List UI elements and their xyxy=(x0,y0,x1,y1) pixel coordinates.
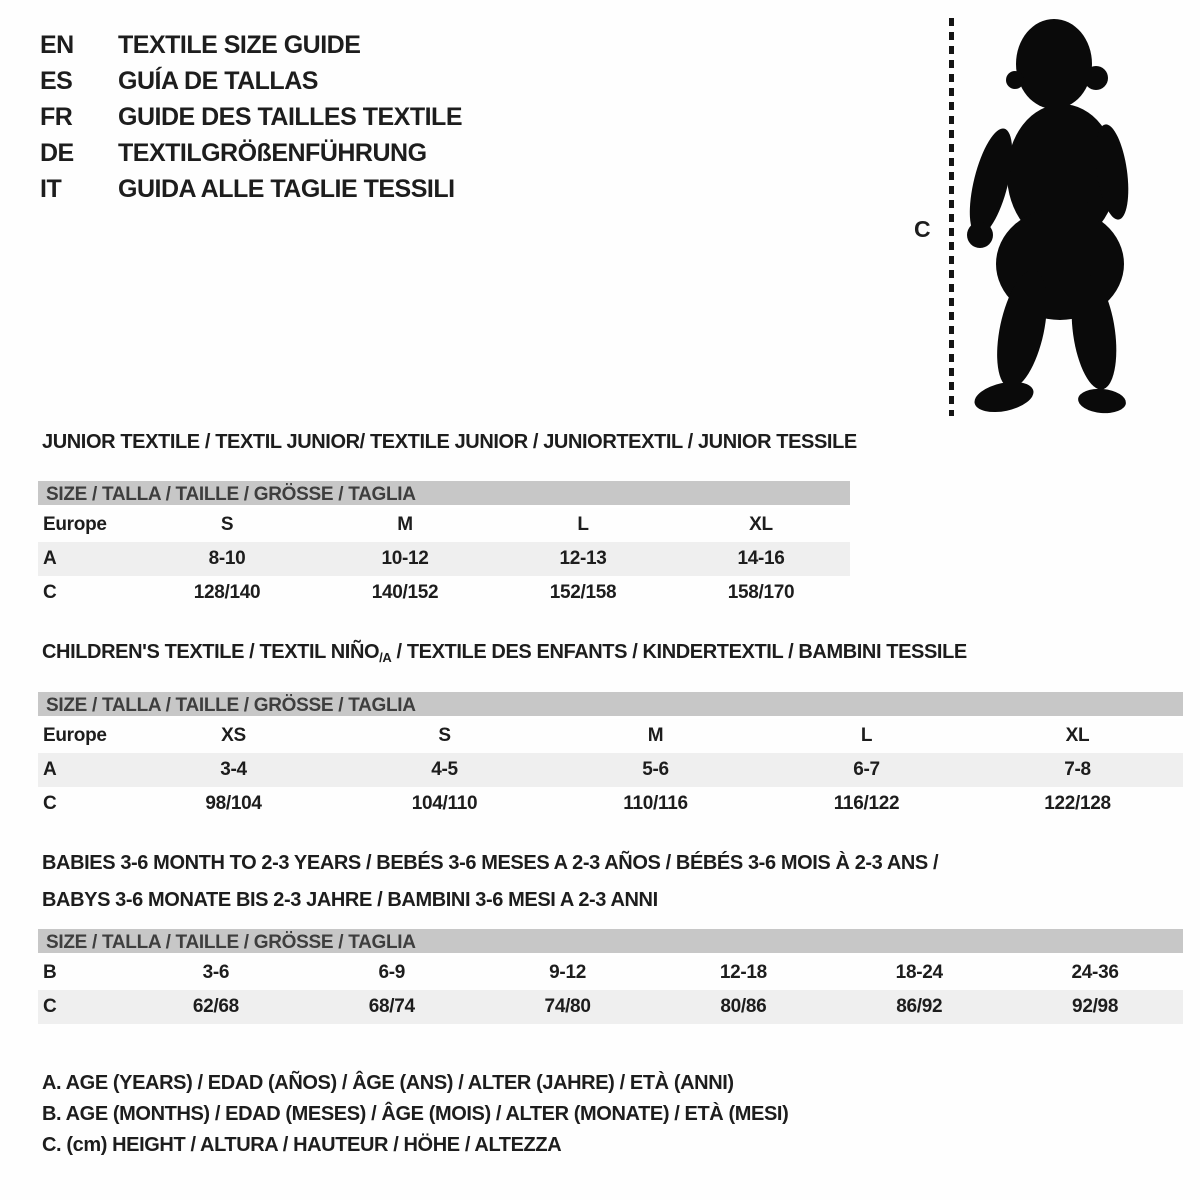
size-cell: S xyxy=(220,514,234,535)
table-row xyxy=(38,508,850,542)
language-code: DE xyxy=(40,138,74,167)
height-cell: 128/140 xyxy=(193,582,261,603)
row-label: C xyxy=(43,582,57,603)
height-cell: 80/86 xyxy=(720,996,767,1017)
table-row xyxy=(38,719,1183,753)
language-code: IT xyxy=(40,174,62,203)
height-cell: 158/170 xyxy=(727,582,795,603)
language-row-de xyxy=(40,135,462,171)
size-cell: XS xyxy=(221,725,246,746)
table-row xyxy=(38,787,1183,821)
height-cell: 110/116 xyxy=(623,793,688,814)
row-label: A xyxy=(43,548,57,569)
age-cell: 18-24 xyxy=(895,962,943,983)
size-cell: XL xyxy=(749,514,773,535)
babies-size-table-header: SIZE / TALLA / TAILLE / GRÖSSE / TAGLIA xyxy=(38,929,1183,956)
language-code: FR xyxy=(40,102,73,131)
age-cell: 3-4 xyxy=(220,759,247,780)
age-cell: 10-12 xyxy=(381,548,429,569)
age-cell: 7-8 xyxy=(1064,759,1091,780)
row-label: Europe xyxy=(43,725,107,746)
size-cell: S xyxy=(438,725,451,746)
height-measure-label: C xyxy=(914,216,931,242)
children-title-suffix: / TEXTILE DES ENFANTS / KINDERTEXTIL / BAMBINI TESSILE xyxy=(391,641,967,663)
table-row xyxy=(38,990,1183,1024)
row-label: A xyxy=(43,759,57,780)
height-cell: 92/98 xyxy=(1072,996,1119,1017)
children-section-title xyxy=(42,641,967,665)
age-cell: 5-6 xyxy=(642,759,669,780)
children-size-table xyxy=(38,692,1183,821)
height-cell: 98/104 xyxy=(205,793,262,814)
height-measure-dashed-line xyxy=(949,18,954,416)
height-cell: 86/92 xyxy=(896,996,943,1017)
age-cell: 8-10 xyxy=(208,548,246,569)
height-cell: 122/128 xyxy=(1044,793,1111,814)
height-cell: 116/122 xyxy=(833,793,900,814)
height-cell: 152/158 xyxy=(549,582,617,603)
legend-line-c: C. (cm) HEIGHT / ALTURA / HAUTEUR / HÖHE / ALTEZZA xyxy=(42,1134,562,1156)
age-cell: 3-6 xyxy=(202,962,230,983)
row-label: C xyxy=(43,793,57,814)
language-code: ES xyxy=(40,66,73,95)
size-cell: L xyxy=(577,514,589,535)
height-cell: 140/152 xyxy=(371,582,439,603)
junior-size-table xyxy=(38,481,850,610)
legend-line-b: B. AGE (MONTHS) / EDAD (MESES) / ÂGE (MOIS) / ALTER (MONATE) / ETÀ (MESI) xyxy=(42,1103,789,1125)
guide-title-fr: GUIDE DES TAILLES TEXTILE xyxy=(118,102,463,131)
table-row xyxy=(38,753,1183,787)
age-cell: 6-9 xyxy=(378,962,406,983)
age-cell: 24-36 xyxy=(1071,962,1119,983)
legend xyxy=(42,1068,788,1161)
children-size-table-header: SIZE / TALLA / TAILLE / GRÖSSE / TAGLIA xyxy=(38,692,1183,719)
junior-section-title: JUNIOR TEXTILE / TEXTIL JUNIOR/ TEXTILE JUNIOR / JUNIORTEXTIL / JUNIOR TESSILE xyxy=(42,431,857,453)
babies-section-title xyxy=(42,845,938,919)
babies-title-line2: BABYS 3-6 MONATE BIS 2-3 JAHRE / BAMBINI 3-6 MESI A 2-3 ANNI xyxy=(42,889,658,911)
junior-size-table-header: SIZE / TALLA / TAILLE / GRÖSSE / TAGLIA xyxy=(38,481,850,508)
size-cell: XL xyxy=(1065,725,1090,746)
row-label: C xyxy=(43,996,57,1017)
language-row-en xyxy=(40,27,462,63)
children-title-subscript: /A xyxy=(379,650,392,665)
age-cell: 14-16 xyxy=(737,548,785,569)
children-title-prefix: CHILDREN'S TEXTILE / TEXTIL NIÑO xyxy=(42,641,380,663)
age-cell: 12-18 xyxy=(719,962,767,983)
height-cell: 74/80 xyxy=(544,996,591,1017)
table-row xyxy=(38,576,850,610)
language-title-list xyxy=(40,27,462,207)
table-row xyxy=(38,956,1183,990)
table-row xyxy=(38,542,850,576)
row-label: B xyxy=(43,962,57,983)
row-label: Europe xyxy=(43,514,107,535)
guide-title-en: TEXTILE SIZE GUIDE xyxy=(118,30,361,59)
language-code: EN xyxy=(40,30,74,59)
size-cell: M xyxy=(647,725,664,746)
babies-size-table xyxy=(38,929,1183,1024)
language-row-it xyxy=(40,171,462,207)
height-cell: 68/74 xyxy=(368,996,415,1017)
language-row-es xyxy=(40,63,462,99)
size-cell: M xyxy=(397,514,413,535)
toddler-silhouette-icon xyxy=(966,14,1132,416)
age-cell: 12-13 xyxy=(559,548,607,569)
babies-title-line1: BABIES 3-6 MONTH TO 2-3 YEARS / BEBÉS 3-6 MESES A 2-3 AÑOS / BÉBÉS 3-6 MOIS À 2-3 ANS / xyxy=(42,852,939,874)
age-cell: 6-7 xyxy=(853,759,880,780)
guide-title-es: GUÍA DE TALLAS xyxy=(118,66,318,95)
size-cell: L xyxy=(860,725,873,746)
language-row-fr xyxy=(40,99,462,135)
age-cell: 4-5 xyxy=(431,759,458,780)
guide-title-it: GUIDA ALLE TAGLIE TESSILI xyxy=(118,174,455,203)
height-cell: 62/68 xyxy=(192,996,239,1017)
legend-line-a: A. AGE (YEARS) / EDAD (AÑOS) / ÂGE (ANS) / ALTER (JAHRE) / ETÀ (ANNI) xyxy=(42,1072,734,1094)
guide-title-de: TEXTILGRÖßENFÜHRUNG xyxy=(118,138,427,167)
age-cell: 9-12 xyxy=(549,962,586,983)
height-cell: 104/110 xyxy=(411,793,478,814)
